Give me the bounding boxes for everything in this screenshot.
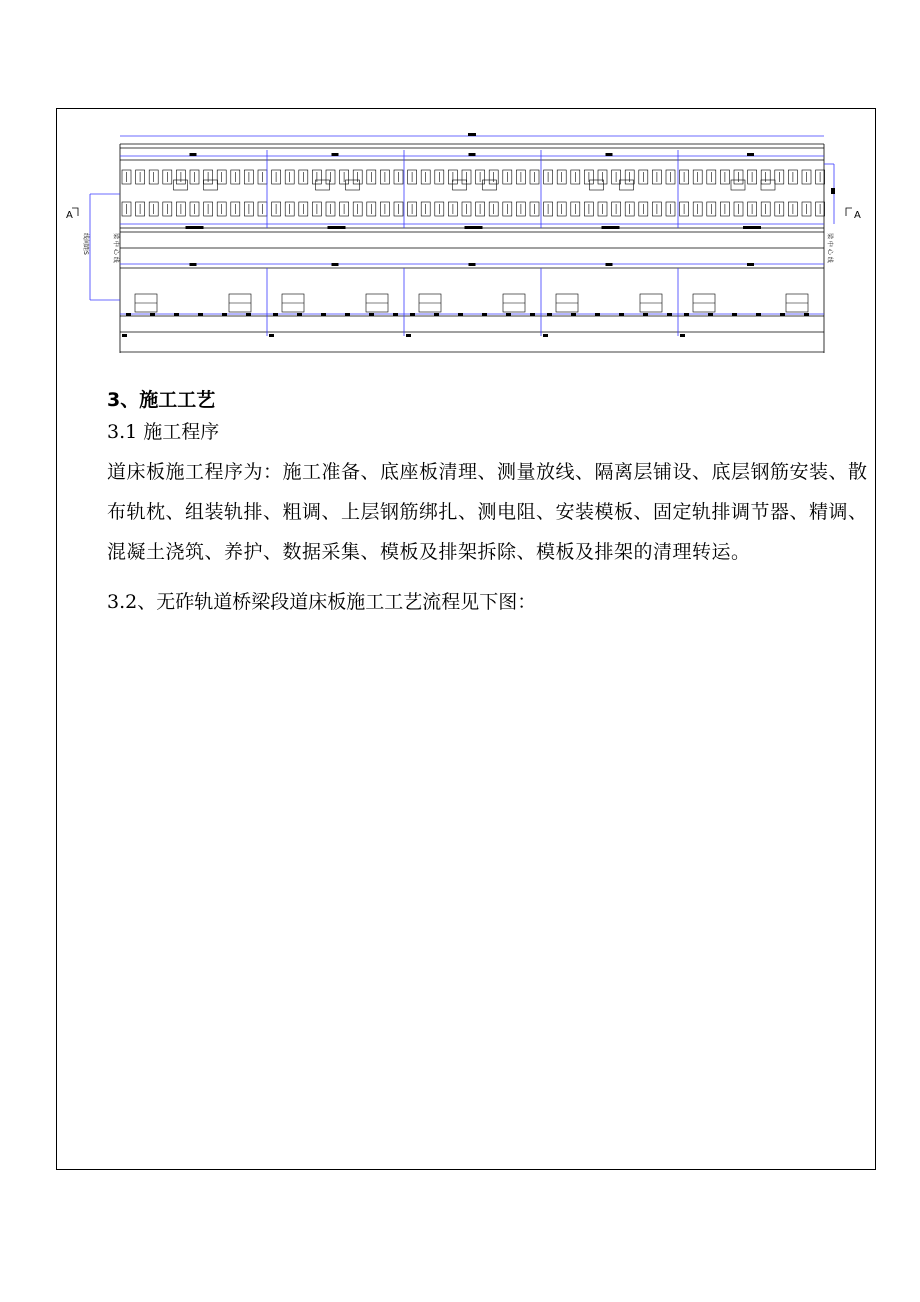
bottom-mark: [804, 313, 809, 316]
mid-mark: [190, 263, 197, 266]
top-mark: [332, 153, 339, 156]
bottom-mark: [273, 313, 278, 316]
bottom-mark: [780, 313, 785, 316]
bottom-mark: [393, 313, 398, 316]
fastener-box-b: [620, 180, 634, 190]
bottom-mark: [297, 313, 302, 316]
end-mark: [122, 334, 127, 337]
bottom-mark: [458, 313, 463, 316]
mid-mark: [332, 263, 339, 266]
bottom-mark: [198, 313, 203, 316]
fastener-box-a: [590, 180, 604, 190]
mid-mark: [747, 263, 754, 266]
bottom-mark: [667, 313, 672, 316]
bottom-mark: [369, 313, 374, 316]
lower-rail-mark: [602, 226, 620, 229]
subsection-3-2-title: 3.2、无砟轨道桥梁段道床板施工工艺流程见下图：: [107, 591, 537, 613]
construction-procedure-paragraph: 道床板施工程序为：施工准备、底座板清理、测量放线、隔离层铺设、底层钢筋安装、散布轨枕、组装轨排、粗调、上层钢筋绑扎、测电阻、安装模板、固定轨排调节器、精调、混凝土浇筑、养护、数据采集、模板及排架拆除、模板及排架的清理转运。: [107, 461, 868, 563]
bottom-mark: [434, 313, 439, 316]
bottom-mark: [482, 313, 487, 316]
bottom-mark: [506, 313, 511, 316]
bottom-mark: [150, 313, 155, 316]
end-mark: [269, 334, 274, 337]
bottom-mark: [619, 313, 624, 316]
bottom-mark: [595, 313, 600, 316]
top-mark: [606, 153, 613, 156]
section-marker-right: A: [854, 210, 861, 221]
section-marker-left: A: [66, 210, 73, 221]
bottom-mark: [222, 313, 227, 316]
bottom-mark: [174, 313, 179, 316]
bottom-mark: [571, 313, 576, 316]
lower-rail-mark: [328, 226, 346, 229]
bottom-mark: [756, 313, 761, 316]
section-heading: 3、施工工艺: [107, 389, 216, 411]
fastener-box-a: [453, 180, 467, 190]
mid-mark: [606, 263, 613, 266]
end-mark: [543, 334, 548, 337]
top-mark: [747, 153, 754, 156]
top-mark: [469, 153, 476, 156]
bottom-mark: [246, 313, 251, 316]
lower-rail-mark: [743, 226, 761, 229]
top-mark: [190, 153, 197, 156]
lower-rail-mark: [465, 226, 483, 229]
bottom-mark: [321, 313, 326, 316]
content-block: [107, 384, 869, 618]
bottom-mark: [345, 313, 350, 316]
end-mark: [406, 334, 411, 337]
bottom-mark: [530, 313, 535, 316]
fastener-box-b: [346, 180, 360, 190]
bottom-mark: [643, 313, 648, 316]
end-mark: [680, 334, 685, 337]
fastener-box-a: [316, 180, 330, 190]
left-dimension-label: 线间距S: [82, 233, 89, 255]
bottom-mark: [708, 313, 713, 316]
fastener-box-b: [761, 180, 775, 190]
bottom-mark: [547, 313, 552, 316]
subsection-3-1-title: 3.1 施工程序: [107, 421, 220, 443]
bottom-mark: [684, 313, 689, 316]
left-centerline-label: 梁 中 心 线: [112, 233, 119, 263]
fastener-box-b: [204, 180, 218, 190]
mid-mark: [469, 263, 476, 266]
bottom-mark: [126, 313, 131, 316]
track-layout-drawing: [62, 128, 870, 368]
right-centerline-label: 梁 中 心 线: [826, 233, 833, 263]
lower-rail-mark: [186, 226, 204, 229]
bottom-mark: [732, 313, 737, 316]
bottom-mark: [410, 313, 415, 316]
